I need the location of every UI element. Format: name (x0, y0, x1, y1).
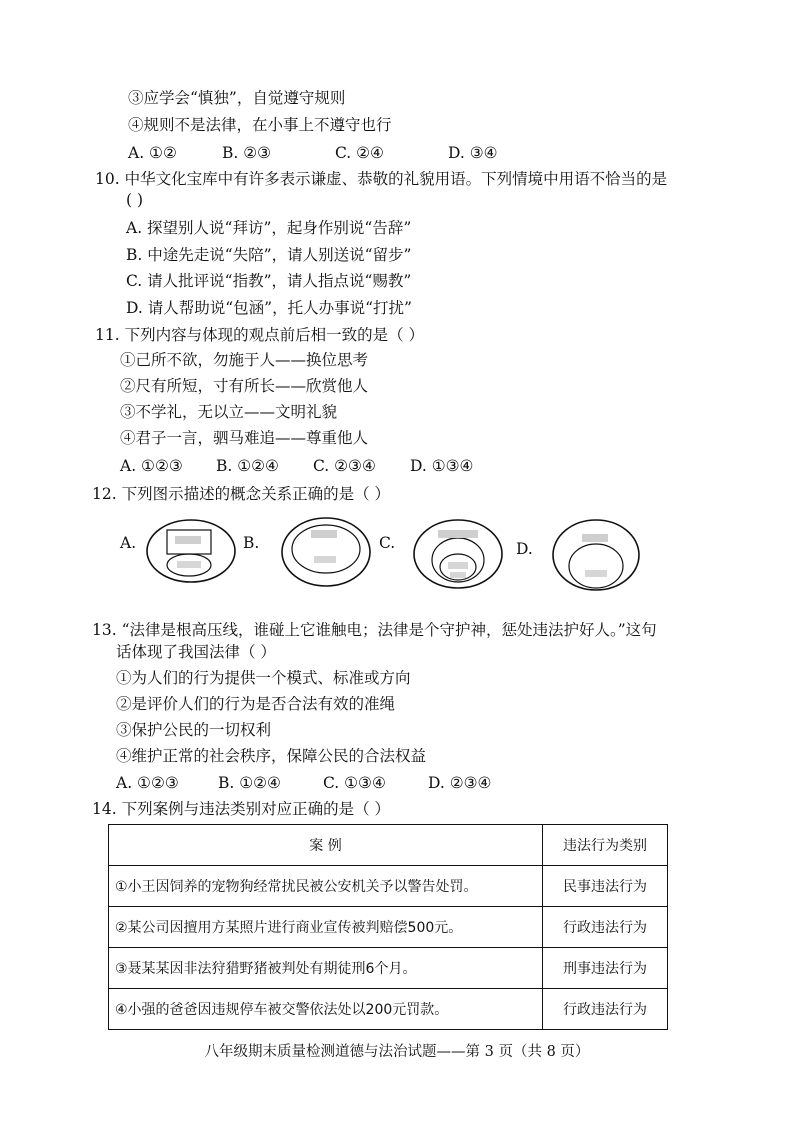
category-cell: 刑事违法行为 (543, 948, 668, 989)
q12-letter-b: B. (243, 534, 260, 552)
q9-option-a: A. ①② (128, 144, 177, 162)
q13-item-3: ③保护公民的一切权利 (116, 721, 272, 739)
page-footer: 八年级期末质量检测道德与法治试题——第 3 页（共 8 页） (204, 1044, 590, 1060)
q11-option-b: B. ①②④ (216, 457, 279, 475)
q12-diagram-d (550, 518, 642, 592)
q11-option-d: D. ①③④ (410, 457, 474, 475)
q13-option-b: B. ①②④ (218, 774, 281, 792)
case-table (108, 824, 668, 1030)
q11-stem: 11. 下列内容与体现的观点前后相一致的是（ ） (95, 326, 425, 344)
q9-item-3: ③应学会“慎独”，自觉遵守规则 (128, 89, 346, 107)
q9-item-4: ④规则不是法律，在小事上不遵守也行 (128, 116, 392, 134)
q12-diagram-b (280, 516, 372, 588)
q13-option-d: D. ②③④ (428, 774, 492, 792)
q10-option-a: A. 探望别人说“拜访”，起身作别说“告辞” (126, 219, 412, 237)
q11-item-1: ①己所不欲，勿施于人——换位思考 (120, 351, 369, 369)
q10-option-d: D. 请人帮助说“包涵”，托人办事说“打扰” (126, 299, 412, 317)
q12-diagram-c (412, 518, 504, 590)
table-row (109, 989, 668, 1030)
q9-option-b: B. ②③ (222, 144, 272, 162)
q11-option-a: A. ①②③ (120, 457, 183, 475)
q13-item-2: ②是评价人们的行为是否合法有效的准绳 (116, 695, 396, 713)
q13-option-c: C. ①③④ (323, 774, 386, 792)
q13-stem-line-1: 13. “法律是根高压线，谁碰上它谁触电；法律是个守护神，惩处违法护好人。”这句 (92, 621, 657, 639)
q10-stem: 10. 中华文化宝库中有许多表示谦虚、恭敬的礼貌用语。下列情境中用语不恰当的是 (95, 170, 668, 188)
q10-answer-paren: ( ) (126, 191, 144, 209)
case-cell: ②某公司因擅用方某照片进行商业宣传被判赔偿500元。 (109, 907, 543, 948)
category-cell: 民事违法行为 (543, 866, 668, 907)
q12-stem: 12. 下列图示描述的概念关系正确的是（ ） (92, 485, 391, 503)
q12-letter-c: C. (379, 534, 396, 552)
table-header-row (109, 825, 668, 866)
header-category: 违法行为类别 (543, 825, 668, 866)
table-row (109, 907, 668, 948)
category-cell: 行政违法行为 (543, 907, 668, 948)
q9-option-d: D. ③④ (448, 144, 498, 162)
q9-option-c: C. ②④ (335, 144, 384, 162)
table-row (109, 948, 668, 989)
q13-stem-line-2: 话体现了我国法律（ ） (116, 643, 276, 661)
q12-diagram-a (145, 518, 237, 584)
table-row (109, 866, 668, 907)
q13-item-4: ④维护正常的社会秩序，保障公民的合法权益 (116, 747, 427, 765)
q10-option-b: B. 中途先走说“失陪”，请人别送说“留步” (126, 246, 412, 264)
q14-stem: 14. 下列案例与违法类别对应正确的是（ ） (92, 800, 391, 818)
q11-option-c: C. ②③④ (313, 457, 376, 475)
q10-option-c: C. 请人批评说“指教”，请人指点说“赐教” (126, 272, 412, 290)
q11-item-2: ②尺有所短，寸有所长——欣赏他人 (120, 377, 369, 395)
header-case: 案 例 (109, 825, 543, 866)
case-cell: ③聂某某因非法狩猎野猪被判处有期徒刑6个月。 (109, 948, 543, 989)
q11-item-3: ③不学礼，无以立——文明礼貌 (120, 403, 338, 421)
q13-item-1: ①为人们的行为提供一个模式、标准或方向 (116, 669, 411, 687)
q12-letter-a: A. (120, 534, 137, 552)
category-cell: 行政违法行为 (543, 989, 668, 1030)
q11-item-4: ④君子一言，驷马难追——尊重他人 (120, 429, 369, 447)
q12-letter-d: D. (516, 540, 533, 558)
q13-option-a: A. ①②③ (116, 774, 179, 792)
case-cell: ④小强的爸爸因违规停车被交警依法处以200元罚款。 (109, 989, 543, 1030)
case-cell: ①小王因饲养的宠物狗经常扰民被公安机关予以警告处罚。 (109, 866, 543, 907)
